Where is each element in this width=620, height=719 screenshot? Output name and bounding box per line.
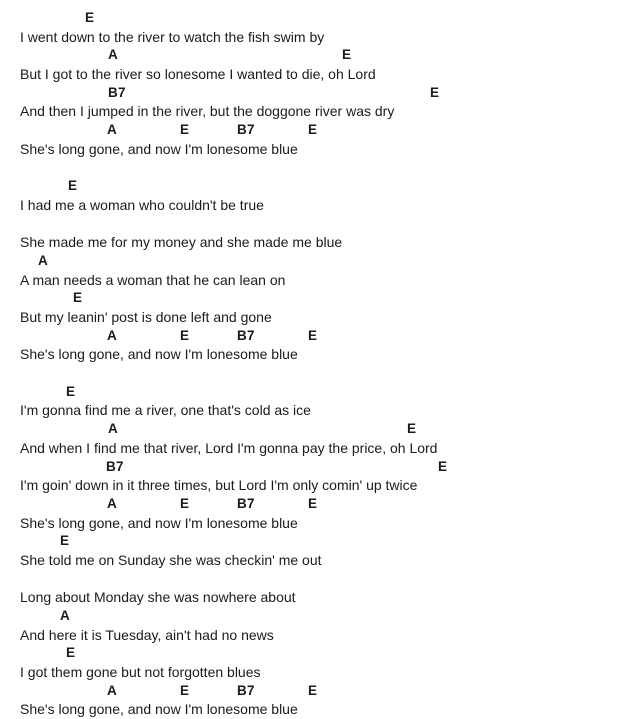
lyric-line: I got them gone but not forgotten blues: [20, 664, 261, 681]
chord-E: E: [430, 84, 440, 100]
chord-line: [0, 9, 620, 28]
lyric-line: She's long gone, and now I'm lonesome blue: [20, 514, 298, 531]
chord-line: [0, 289, 620, 308]
chord-A: A: [108, 47, 118, 63]
chord-A: A: [107, 682, 117, 698]
chord-line: [0, 532, 620, 551]
chord-line: [0, 46, 620, 65]
blank-line: [0, 570, 620, 589]
chord-B7: B7: [106, 458, 124, 474]
chord-E: E: [180, 682, 190, 698]
chord-E: E: [308, 122, 318, 138]
lyric-line: I'm gonna find me a river, one that's cold as ice: [20, 402, 311, 419]
chord-A: A: [107, 327, 117, 343]
lyric-line: And then I jumped in the river, but the doggone river was dry: [20, 103, 395, 120]
chord-E: E: [308, 495, 318, 511]
chord-A: A: [38, 252, 48, 268]
chord-E: E: [180, 122, 190, 138]
chord-B7: B7: [237, 495, 255, 511]
chord-line: [0, 644, 620, 663]
chord-line: [0, 458, 620, 477]
chord-line: [0, 682, 620, 701]
lyric-line: She made me for my money and she made me blue: [20, 234, 343, 251]
lyric-line: She told me on Sunday she was checkin' me out: [20, 551, 322, 568]
chord-E: E: [180, 327, 190, 343]
chord-B7: B7: [237, 682, 255, 698]
chord-A: A: [108, 421, 118, 437]
chord-A: A: [107, 495, 117, 511]
lyric-line: And here it is Tuesday, ain't had no news: [20, 626, 274, 643]
chord-E: E: [66, 383, 76, 399]
chord-B7: B7: [108, 84, 126, 100]
lyric-line: And when I find me that river, Lord I'm gonna pay the price, oh Lord: [20, 439, 438, 456]
lyric-line: She's long gone, and now I'm lonesome blue: [20, 346, 298, 363]
chord-E: E: [342, 47, 352, 63]
chord-line: [0, 252, 620, 271]
chord-line: [0, 177, 620, 196]
chord-E: E: [438, 458, 448, 474]
chord-line: [0, 607, 620, 626]
lyric-line: She's long gone, and now I'm lonesome blue: [20, 140, 298, 157]
lyric-line: But I got to the river so lonesome I wanted to die, oh Lord: [20, 66, 376, 83]
lyric-line: I went down to the river to watch the fish swim by: [20, 28, 325, 45]
chord-line: [0, 121, 620, 140]
chord-E: E: [407, 421, 417, 437]
chord-line: [0, 495, 620, 514]
chord-A: A: [60, 608, 70, 623]
blank-line: [0, 215, 620, 234]
chord-E: E: [308, 682, 318, 698]
blank-line: [0, 159, 620, 178]
chord-line: [0, 327, 620, 346]
chord-E: E: [60, 533, 70, 549]
chord-E: E: [85, 10, 95, 25]
chord-line: [0, 420, 620, 439]
chord-E: E: [68, 178, 78, 194]
chord-E: E: [73, 290, 83, 306]
lyric-line: A man needs a woman that he can lean on: [20, 271, 286, 288]
lyric-line: I'm goin' down in it three times, but Lord I'm only comin' up twice: [20, 477, 418, 494]
blank-line: [0, 364, 620, 383]
chord-line: [0, 84, 620, 103]
lyric-line: But my leanin' post is done left and gone: [20, 309, 272, 325]
chord-A: A: [107, 122, 117, 138]
lyric-line: I had me a woman who couldn't be true: [20, 196, 264, 213]
lyric-line: She's long gone, and now I'm lonesome blue: [20, 701, 298, 718]
chord-E: E: [66, 645, 76, 661]
chord-E: E: [180, 495, 190, 511]
chord-B7: B7: [237, 327, 255, 343]
chord-B7: B7: [237, 122, 255, 138]
chord-E: E: [308, 327, 318, 343]
lyric-line: Long about Monday she was nowhere about: [20, 589, 296, 606]
chord-line: [0, 383, 620, 402]
